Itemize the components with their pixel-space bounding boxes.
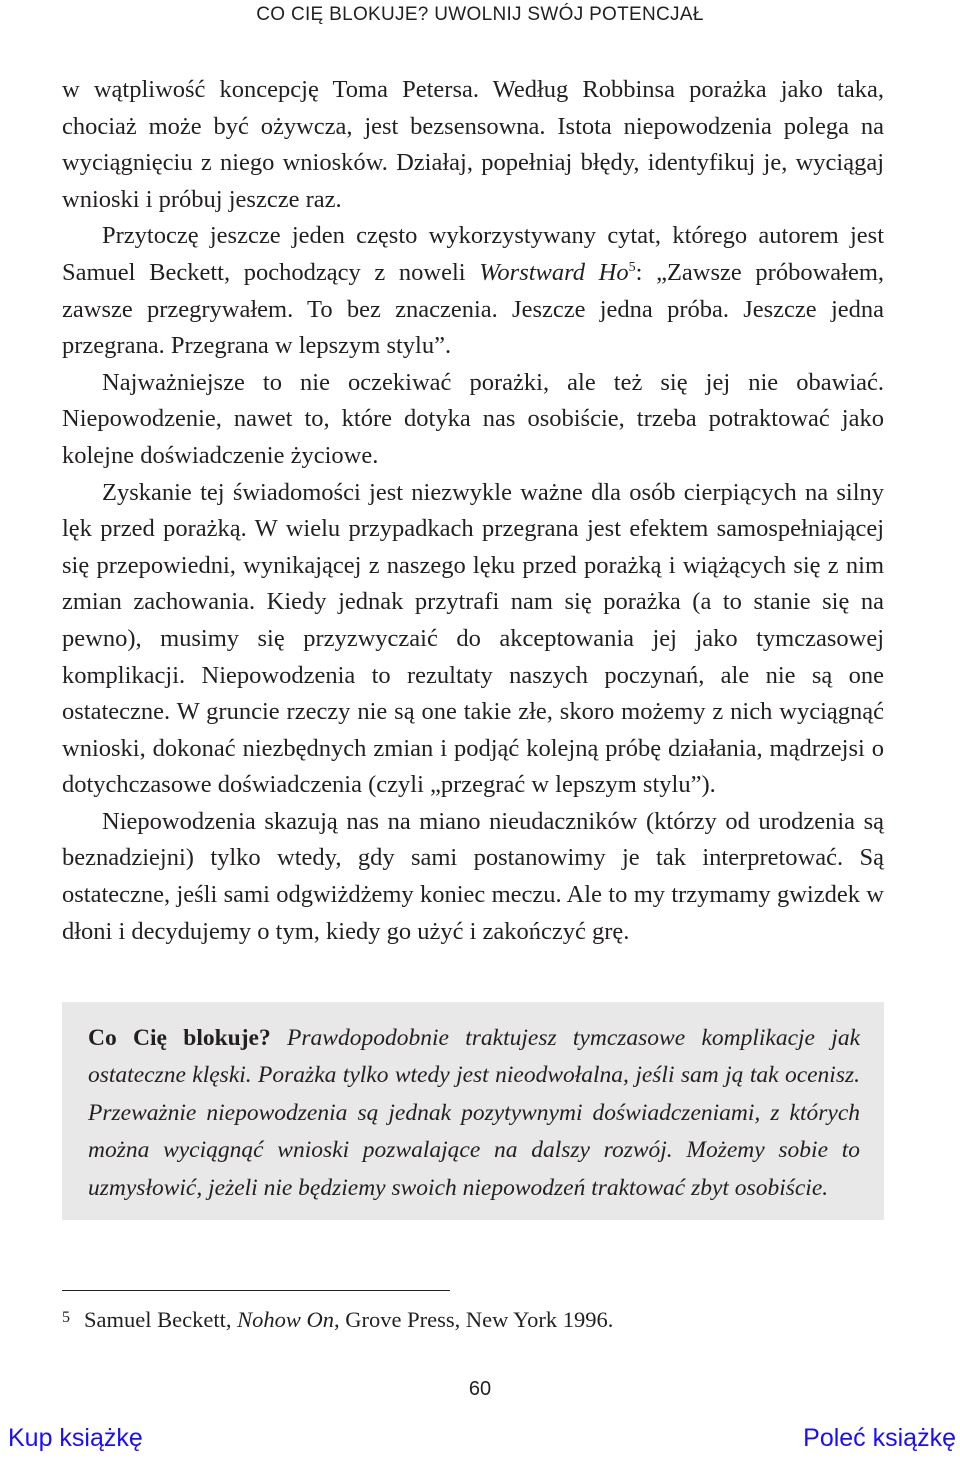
footnote-number: 5 [62,1309,70,1326]
paragraph-beckett-quote [62,218,884,364]
callout-text: Prawdopodobnie traktujesz tymczasowe komplikacje jak ostateczne klęski. Porażka tylko wtedy jest nieodwołalna, jeśli sam ją tak ocenisz. Przeważnie niepowodzenia są jednak pozytywnymi doświadczeniami, z których można wyciągnąć wnioski pozwalające na dalszy rozwój. Możemy sobie to uzmysłowić, jeżeli nie będziemy swoich niepowodzeń traktować zbyt osobiście. [88,1025,860,1201]
paragraph-text: Przytoczę jeszcze jeden często wykorzystywany cytat, którego autorem jest Samuel Beckett, pochodzący z noweli [62,222,884,286]
callout-box [62,1002,884,1220]
page-number: 60 [468,1378,492,1400]
footnote-author: Samuel Beckett, [84,1307,238,1332]
book-title: Worstward Ho [479,258,629,286]
footnote [62,1305,884,1335]
footnote-rest: , Grove Press, New York 1996. [333,1307,614,1332]
footnote-reference: 5 [628,259,636,275]
paragraph: Najważniejsze to nie oczekiwać porażki, ale też się jej nie obawiać. Niepowodzenie, nawet to, które dotyka nas osobiście, trzeba potraktować jako kolejne doświadczenie życiowe. [62,368,884,469]
footnote-divider [62,1290,450,1291]
recommend-book-link[interactable]: Poleć książkę [803,1424,956,1452]
callout-lead: Co Cię blokuje? [88,1025,271,1051]
running-header: CO CIĘ BLOKUJE? UWOLNIJ SWÓJ POTENCJAŁ [256,4,704,25]
footnote-title: Nohow On [237,1307,334,1332]
paragraph: Niepowodzenia skazują nas na miano nieudaczników (którzy od urodzenia są beznadziejni) tylko wtedy, gdy sami postanowimy je tak interpretować. Są ostateczne, jeśli sami odgwiżdżemy koniec meczu. Ale to my trzymamy gwizdek w dłoni i decydujemy o tym, kiedy go użyć i zakończyć grę. [62,807,884,945]
paragraph-text: : „Zawsze próbowałem, zawsze przegrywałem. To bez znaczenia. Jeszcze jedna próba. Jeszcze jedna przegrana. Przegrana w lepszym stylu”. [62,258,884,360]
buy-book-link[interactable]: Kup książkę [8,1424,143,1452]
paragraph: Zyskanie tej świadomości jest niezwykle ważne dla osób cierpiących na silny lęk przed porażką. W wielu przypadkach przegrana jest efektem samospełniającej się przepowiedni, wynikającej z naszego lęku przed porażką i wiążących się z nim zmian zachowania. Kiedy jednak przytrafi nam się porażka (a to stanie się na pewno), musimy się przyzwyczaić do akceptowania jej jako tymczasowej komplikacji. Niepowodzenia to rezultaty naszych poczynań, ale nie są one ostateczne. W gruncie rzeczy nie są one takie złe, skoro możemy z nich wyciągnąć wnioski, dokonać niezbędnych zmian i podjąć kolejną próbę działania, mądrzejsi o dotychczasowe doświadczenia (czyli „przegrać w lepszym stylu”). [62,478,884,799]
paragraph: w wątpliwość koncepcję Toma Petersa. Według Robbinsa porażka jako taka, chociaż może być ożywcza, jest bezsensowna. Istota niepowodzenia polega na wyciągnięciu z niego wniosków. Działaj, popełniaj błędy, identyfikuj je, wyciągaj wnioski i próbuj jeszcze raz. [62,76,884,213]
body-text [62,72,884,950]
